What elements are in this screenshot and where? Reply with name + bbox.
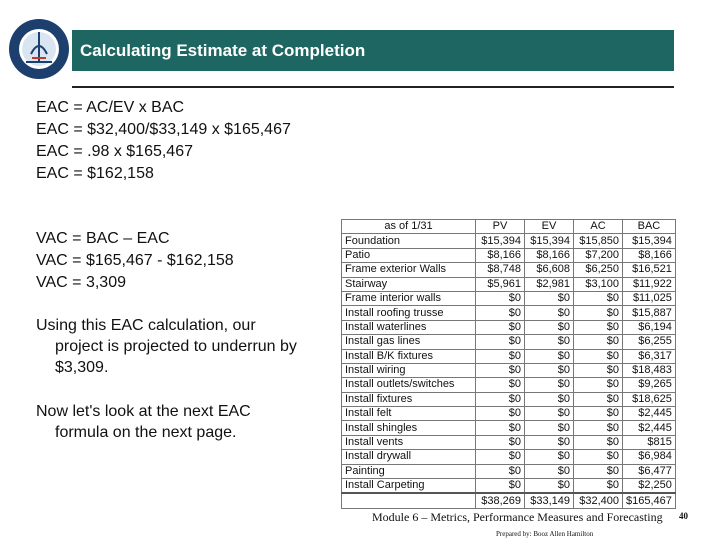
value-cell: $0 xyxy=(574,363,623,377)
task-name-cell: Install B/K fixtures xyxy=(342,349,476,363)
table-row xyxy=(342,277,676,291)
eac-line: EAC = $162,158 xyxy=(36,165,154,182)
value-cell: $18,483 xyxy=(623,363,676,377)
value-cell: $11,922 xyxy=(623,277,676,291)
value-cell: $0 xyxy=(574,407,623,421)
vac-line: VAC = BAC – EAC xyxy=(36,230,170,247)
total-value-cell: $165,467 xyxy=(623,493,676,508)
value-cell: $0 xyxy=(525,392,574,406)
vac-line: VAC = $165,467 - $162,158 xyxy=(36,252,234,269)
cost-table xyxy=(341,219,676,509)
value-cell: $0 xyxy=(525,378,574,392)
totals-row xyxy=(342,493,676,508)
value-cell: $8,166 xyxy=(476,248,525,262)
total-value-cell: $33,149 xyxy=(525,493,574,508)
totals-label-cell xyxy=(342,493,476,508)
column-header-ev: EV xyxy=(525,220,574,234)
value-cell: $15,394 xyxy=(476,234,525,248)
value-cell: $6,477 xyxy=(623,464,676,478)
task-name-cell: Frame interior walls xyxy=(342,291,476,305)
task-name-cell: Install gas lines xyxy=(342,335,476,349)
task-name-cell: Install outlets/switches xyxy=(342,378,476,392)
task-name-cell: Install roofing trusse xyxy=(342,306,476,320)
value-cell: $2,250 xyxy=(623,479,676,494)
value-cell: $6,984 xyxy=(623,450,676,464)
value-cell: $2,445 xyxy=(623,421,676,435)
column-header-ac: AC xyxy=(574,220,623,234)
value-cell: $0 xyxy=(574,464,623,478)
paragraph-first-line: Using this EAC calculation, our xyxy=(36,317,256,334)
table-row xyxy=(342,349,676,363)
table-row xyxy=(342,464,676,478)
value-cell: $0 xyxy=(476,291,525,305)
value-cell: $0 xyxy=(574,378,623,392)
value-cell: $0 xyxy=(525,335,574,349)
total-value-cell: $32,400 xyxy=(574,493,623,508)
eac-formula-block xyxy=(36,97,291,185)
footer-module-text: Module 6 – Metrics, Performance Measures and Forecasting xyxy=(372,510,663,524)
paragraph-continuation: project is projected to underrun by $3,309. xyxy=(55,338,297,376)
value-cell: $0 xyxy=(574,306,623,320)
eac-line: EAC = AC/EV x BAC xyxy=(36,99,185,116)
value-cell: $0 xyxy=(574,335,623,349)
title-divider xyxy=(72,86,674,88)
value-cell: $2,981 xyxy=(525,277,574,291)
total-value-cell: $38,269 xyxy=(476,493,525,508)
next-formula-paragraph xyxy=(36,401,336,443)
column-header-pv: PV xyxy=(476,220,525,234)
value-cell: $0 xyxy=(476,407,525,421)
value-cell: $0 xyxy=(476,306,525,320)
value-cell: $0 xyxy=(574,349,623,363)
task-name-cell: Install Carpeting xyxy=(342,479,476,494)
vac-line: VAC = 3,309 xyxy=(36,274,126,291)
task-name-cell: Install waterlines xyxy=(342,320,476,334)
paragraph-first-line: Now let's look at the next EAC xyxy=(36,403,251,420)
value-cell: $0 xyxy=(574,291,623,305)
task-name-cell: Install shingles xyxy=(342,421,476,435)
table-row xyxy=(342,479,676,494)
value-cell: $9,265 xyxy=(623,378,676,392)
value-cell: $15,850 xyxy=(574,234,623,248)
table-row xyxy=(342,407,676,421)
value-cell: $0 xyxy=(525,306,574,320)
underrun-paragraph xyxy=(36,315,336,378)
value-cell: $0 xyxy=(574,435,623,449)
value-cell: $8,748 xyxy=(476,263,525,277)
value-cell: $0 xyxy=(525,291,574,305)
task-name-cell: Install fixtures xyxy=(342,392,476,406)
value-cell: $0 xyxy=(525,421,574,435)
value-cell: $0 xyxy=(476,435,525,449)
value-cell: $0 xyxy=(525,363,574,377)
value-cell: $8,166 xyxy=(623,248,676,262)
value-cell: $0 xyxy=(574,392,623,406)
eac-line: EAC = .98 x $165,467 xyxy=(36,143,193,160)
booz-allen-hamilton-logo xyxy=(8,18,70,80)
value-cell: $15,394 xyxy=(525,234,574,248)
task-name-cell: Install wiring xyxy=(342,363,476,377)
value-cell: $0 xyxy=(476,335,525,349)
slide-title: Calculating Estimate at Completion xyxy=(80,41,366,60)
value-cell: $815 xyxy=(623,435,676,449)
task-name-cell: Frame exterior Walls xyxy=(342,263,476,277)
value-cell: $0 xyxy=(476,363,525,377)
task-name-cell: Foundation xyxy=(342,234,476,248)
table-body xyxy=(342,234,676,508)
value-cell: $0 xyxy=(476,464,525,478)
task-name-cell: Install drywall xyxy=(342,450,476,464)
table-row xyxy=(342,248,676,262)
value-cell: $15,887 xyxy=(623,306,676,320)
value-cell: $0 xyxy=(476,349,525,363)
column-header-date: as of 1/31 xyxy=(342,220,476,234)
table-row xyxy=(342,450,676,464)
value-cell: $2,445 xyxy=(623,407,676,421)
prepared-by-text: Prepared by: Booz Allen Hamilton xyxy=(496,530,594,538)
value-cell: $0 xyxy=(476,479,525,494)
value-cell: $8,166 xyxy=(525,248,574,262)
value-cell: $0 xyxy=(476,378,525,392)
value-cell: $6,194 xyxy=(623,320,676,334)
table-row xyxy=(342,421,676,435)
table-row xyxy=(342,435,676,449)
task-name-cell: Install felt xyxy=(342,407,476,421)
value-cell: $0 xyxy=(476,421,525,435)
table-row xyxy=(342,306,676,320)
value-cell: $0 xyxy=(525,320,574,334)
table-row xyxy=(342,291,676,305)
value-cell: $0 xyxy=(476,450,525,464)
value-cell: $0 xyxy=(525,450,574,464)
value-cell: $0 xyxy=(574,450,623,464)
paragraph-continuation: formula on the next page. xyxy=(55,424,237,441)
value-cell: $18,625 xyxy=(623,392,676,406)
value-cell: $0 xyxy=(574,479,623,494)
value-cell: $6,250 xyxy=(574,263,623,277)
column-header-bac: BAC xyxy=(623,220,676,234)
value-cell: $16,521 xyxy=(623,263,676,277)
table-header-row xyxy=(342,220,676,234)
value-cell: $5,961 xyxy=(476,277,525,291)
slide-title-bar xyxy=(72,30,674,71)
value-cell: $0 xyxy=(525,435,574,449)
value-cell: $3,100 xyxy=(574,277,623,291)
table-row xyxy=(342,320,676,334)
value-cell: $6,608 xyxy=(525,263,574,277)
table-row xyxy=(342,392,676,406)
value-cell: $0 xyxy=(574,421,623,435)
value-cell: $0 xyxy=(476,320,525,334)
table-row xyxy=(342,263,676,277)
eac-line: EAC = $32,400/$33,149 x $165,467 xyxy=(36,121,291,138)
task-name-cell: Install vents xyxy=(342,435,476,449)
task-name-cell: Stairway xyxy=(342,277,476,291)
table-row xyxy=(342,363,676,377)
table-row xyxy=(342,378,676,392)
vac-formula-block xyxy=(36,228,234,294)
value-cell: $6,317 xyxy=(623,349,676,363)
value-cell: $0 xyxy=(476,392,525,406)
value-cell: $0 xyxy=(525,479,574,494)
value-cell: $11,025 xyxy=(623,291,676,305)
task-name-cell: Painting xyxy=(342,464,476,478)
page-number: 40 xyxy=(679,511,688,521)
value-cell: $15,394 xyxy=(623,234,676,248)
value-cell: $0 xyxy=(525,464,574,478)
table-row xyxy=(342,335,676,349)
value-cell: $0 xyxy=(525,407,574,421)
task-name-cell: Patio xyxy=(342,248,476,262)
table-row xyxy=(342,234,676,248)
value-cell: $0 xyxy=(525,349,574,363)
value-cell: $0 xyxy=(574,320,623,334)
value-cell: $6,255 xyxy=(623,335,676,349)
value-cell: $7,200 xyxy=(574,248,623,262)
